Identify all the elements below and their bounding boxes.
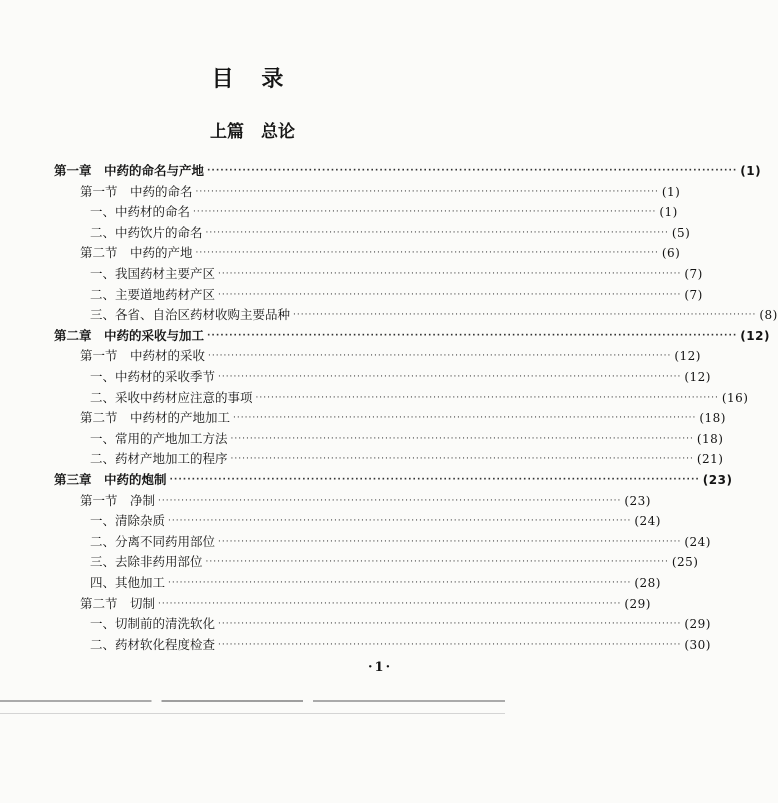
leader-dots: ························································································································ (218, 269, 682, 279)
toc-entry-page: (23) (624, 493, 651, 508)
toc-entry (90, 223, 691, 243)
toc-entry (54, 326, 770, 346)
leader-dots: ························································································································ (218, 619, 682, 630)
leader-dots: ························································································································ (218, 536, 682, 547)
toc-entry-text: 第二章 中药的采收与加工 (54, 327, 205, 343)
toc-entry-text: 一、清除杂质 (90, 513, 166, 529)
leader-dots: ························································································································ (218, 639, 682, 650)
leader-dots: ························································································································ (207, 166, 738, 176)
toc-entry-page: (5) (671, 225, 691, 240)
toc-entry-text: 第二节 切制 (80, 595, 156, 611)
toc-entry-page: (24) (634, 514, 661, 529)
toc-entry-page: (8) (759, 308, 778, 323)
scan-divider (0, 700, 505, 702)
part-title: 上篇 总论 (210, 122, 295, 142)
toc-entry-page: (6) (661, 246, 681, 261)
toc-entry-text: 二、采收中药材应注意的事项 (90, 389, 253, 405)
toc-entry (80, 182, 681, 202)
toc-entry-text: 三、去除非药用部位 (90, 554, 203, 570)
leader-dots: ························································································································ (195, 186, 659, 197)
toc-entry-page: (12) (740, 328, 770, 343)
leader-dots: ························································································································ (255, 392, 719, 403)
leader-dots: ························································································································ (169, 475, 700, 485)
leader-dots: ························································································································ (205, 227, 669, 238)
toc-entry-page: (12) (674, 349, 701, 364)
toc-entry-page: (1) (659, 205, 678, 220)
toc-entry (90, 429, 724, 449)
toc-entry-text: 二、中药饮片的命名 (90, 224, 203, 240)
toc-entry (80, 346, 701, 366)
toc-entry-text: 第二节 中药的产地 (80, 245, 193, 261)
toc-entry-page: (23) (702, 473, 733, 487)
toc-entry (90, 285, 703, 305)
toc-entry (90, 532, 711, 552)
leader-dots: ························································································································ (230, 454, 694, 465)
toc-entry-text: 二、主要道地药材产区 (90, 286, 216, 302)
toc-entry-page: (18) (696, 431, 724, 446)
toc-entry (90, 367, 711, 387)
toc-entry (54, 470, 733, 490)
toc-entry-text: 一、中药材的采收季节 (90, 369, 216, 384)
leader-dots: ························································································································ (158, 598, 622, 609)
toc-entry-text: 四、其他加工 (90, 575, 166, 590)
toc-entry-text: 三、各省、自治区药材收购主要品种 (90, 307, 291, 323)
toc-entry (90, 449, 724, 469)
toc-entry (54, 161, 762, 181)
toc-entry-page: (7) (684, 287, 703, 302)
leader-dots: ························································································································ (207, 330, 738, 341)
page-number: ·1· (368, 660, 393, 675)
toc-entry-text: 第一节 中药材的采收 (80, 348, 206, 364)
toc-entry-page: (12) (684, 370, 711, 384)
toc-entry (90, 305, 778, 325)
toc-entry-page: (29) (684, 617, 711, 632)
toc-entry-page: (1) (740, 164, 762, 178)
toc-entry-page: (24) (684, 534, 711, 549)
toc-entry (90, 614, 711, 634)
toc-entry (90, 202, 678, 222)
toc-entry-page: (21) (696, 452, 724, 467)
toc-entry (90, 264, 703, 284)
toc-entry (90, 511, 661, 531)
leader-dots: ························································································································ (230, 433, 694, 444)
toc-entry-page: (1) (661, 184, 681, 199)
toc-entry-text: 第一章 中药的命名与产地 (54, 163, 205, 178)
leader-dots: ························································································································ (193, 207, 657, 218)
leader-dots: ························································································································ (168, 578, 632, 588)
leader-dots: ························································································································ (195, 248, 659, 259)
toc-entry-page: (30) (684, 637, 711, 652)
leader-dots: ························································································································ (205, 557, 669, 568)
toc-entry-page: (28) (634, 576, 661, 590)
toc-entry-text: 一、我国药材主要产区 (90, 266, 216, 281)
scan-divider (0, 713, 505, 714)
leader-dots: ························································································································ (233, 413, 697, 424)
toc-entry (90, 635, 711, 655)
page-title: 目 录 (211, 67, 294, 92)
leader-dots: ························································································································ (158, 495, 622, 506)
toc-entry (90, 552, 699, 572)
toc-entry-text: 第二节 中药材的产地加工 (80, 410, 231, 426)
toc-entry-text: 第一节 净制 (80, 492, 156, 508)
toc-entry-text: 第一节 中药的命名 (80, 183, 193, 199)
toc-entry-page: (25) (671, 555, 699, 570)
toc-entry-text: 二、药材产地加工的程序 (90, 451, 228, 467)
toc-entry (80, 594, 651, 614)
toc-entry-text: 一、切制前的清洗软化 (90, 616, 216, 632)
toc-entry-text: 一、常用的产地加工方法 (90, 430, 228, 446)
leader-dots: ························································································································ (218, 289, 682, 300)
toc-entry-text: 一、中药材的命名 (90, 204, 191, 220)
toc-entry-text: 二、分离不同药用部位 (90, 533, 216, 549)
leader-dots: ························································································································ (168, 516, 632, 527)
toc-entry (90, 573, 661, 593)
toc-entry-page: (29) (624, 596, 651, 611)
toc-entry-text: 第三章 中药的炮制 (54, 472, 167, 487)
toc-entry (80, 491, 651, 511)
toc-entry (90, 388, 749, 408)
toc-entry-text: 二、药材软化程度检查 (90, 636, 216, 652)
leader-dots: ························································································································ (293, 310, 757, 321)
toc-entry-page: (16) (721, 390, 749, 405)
toc-entry-page: (18) (699, 411, 726, 426)
toc-entry (80, 408, 726, 428)
toc-entry-page: (7) (684, 267, 703, 281)
leader-dots: ························································································································ (208, 351, 672, 362)
toc-entry (80, 243, 681, 263)
leader-dots: ························································································································ (218, 372, 682, 382)
